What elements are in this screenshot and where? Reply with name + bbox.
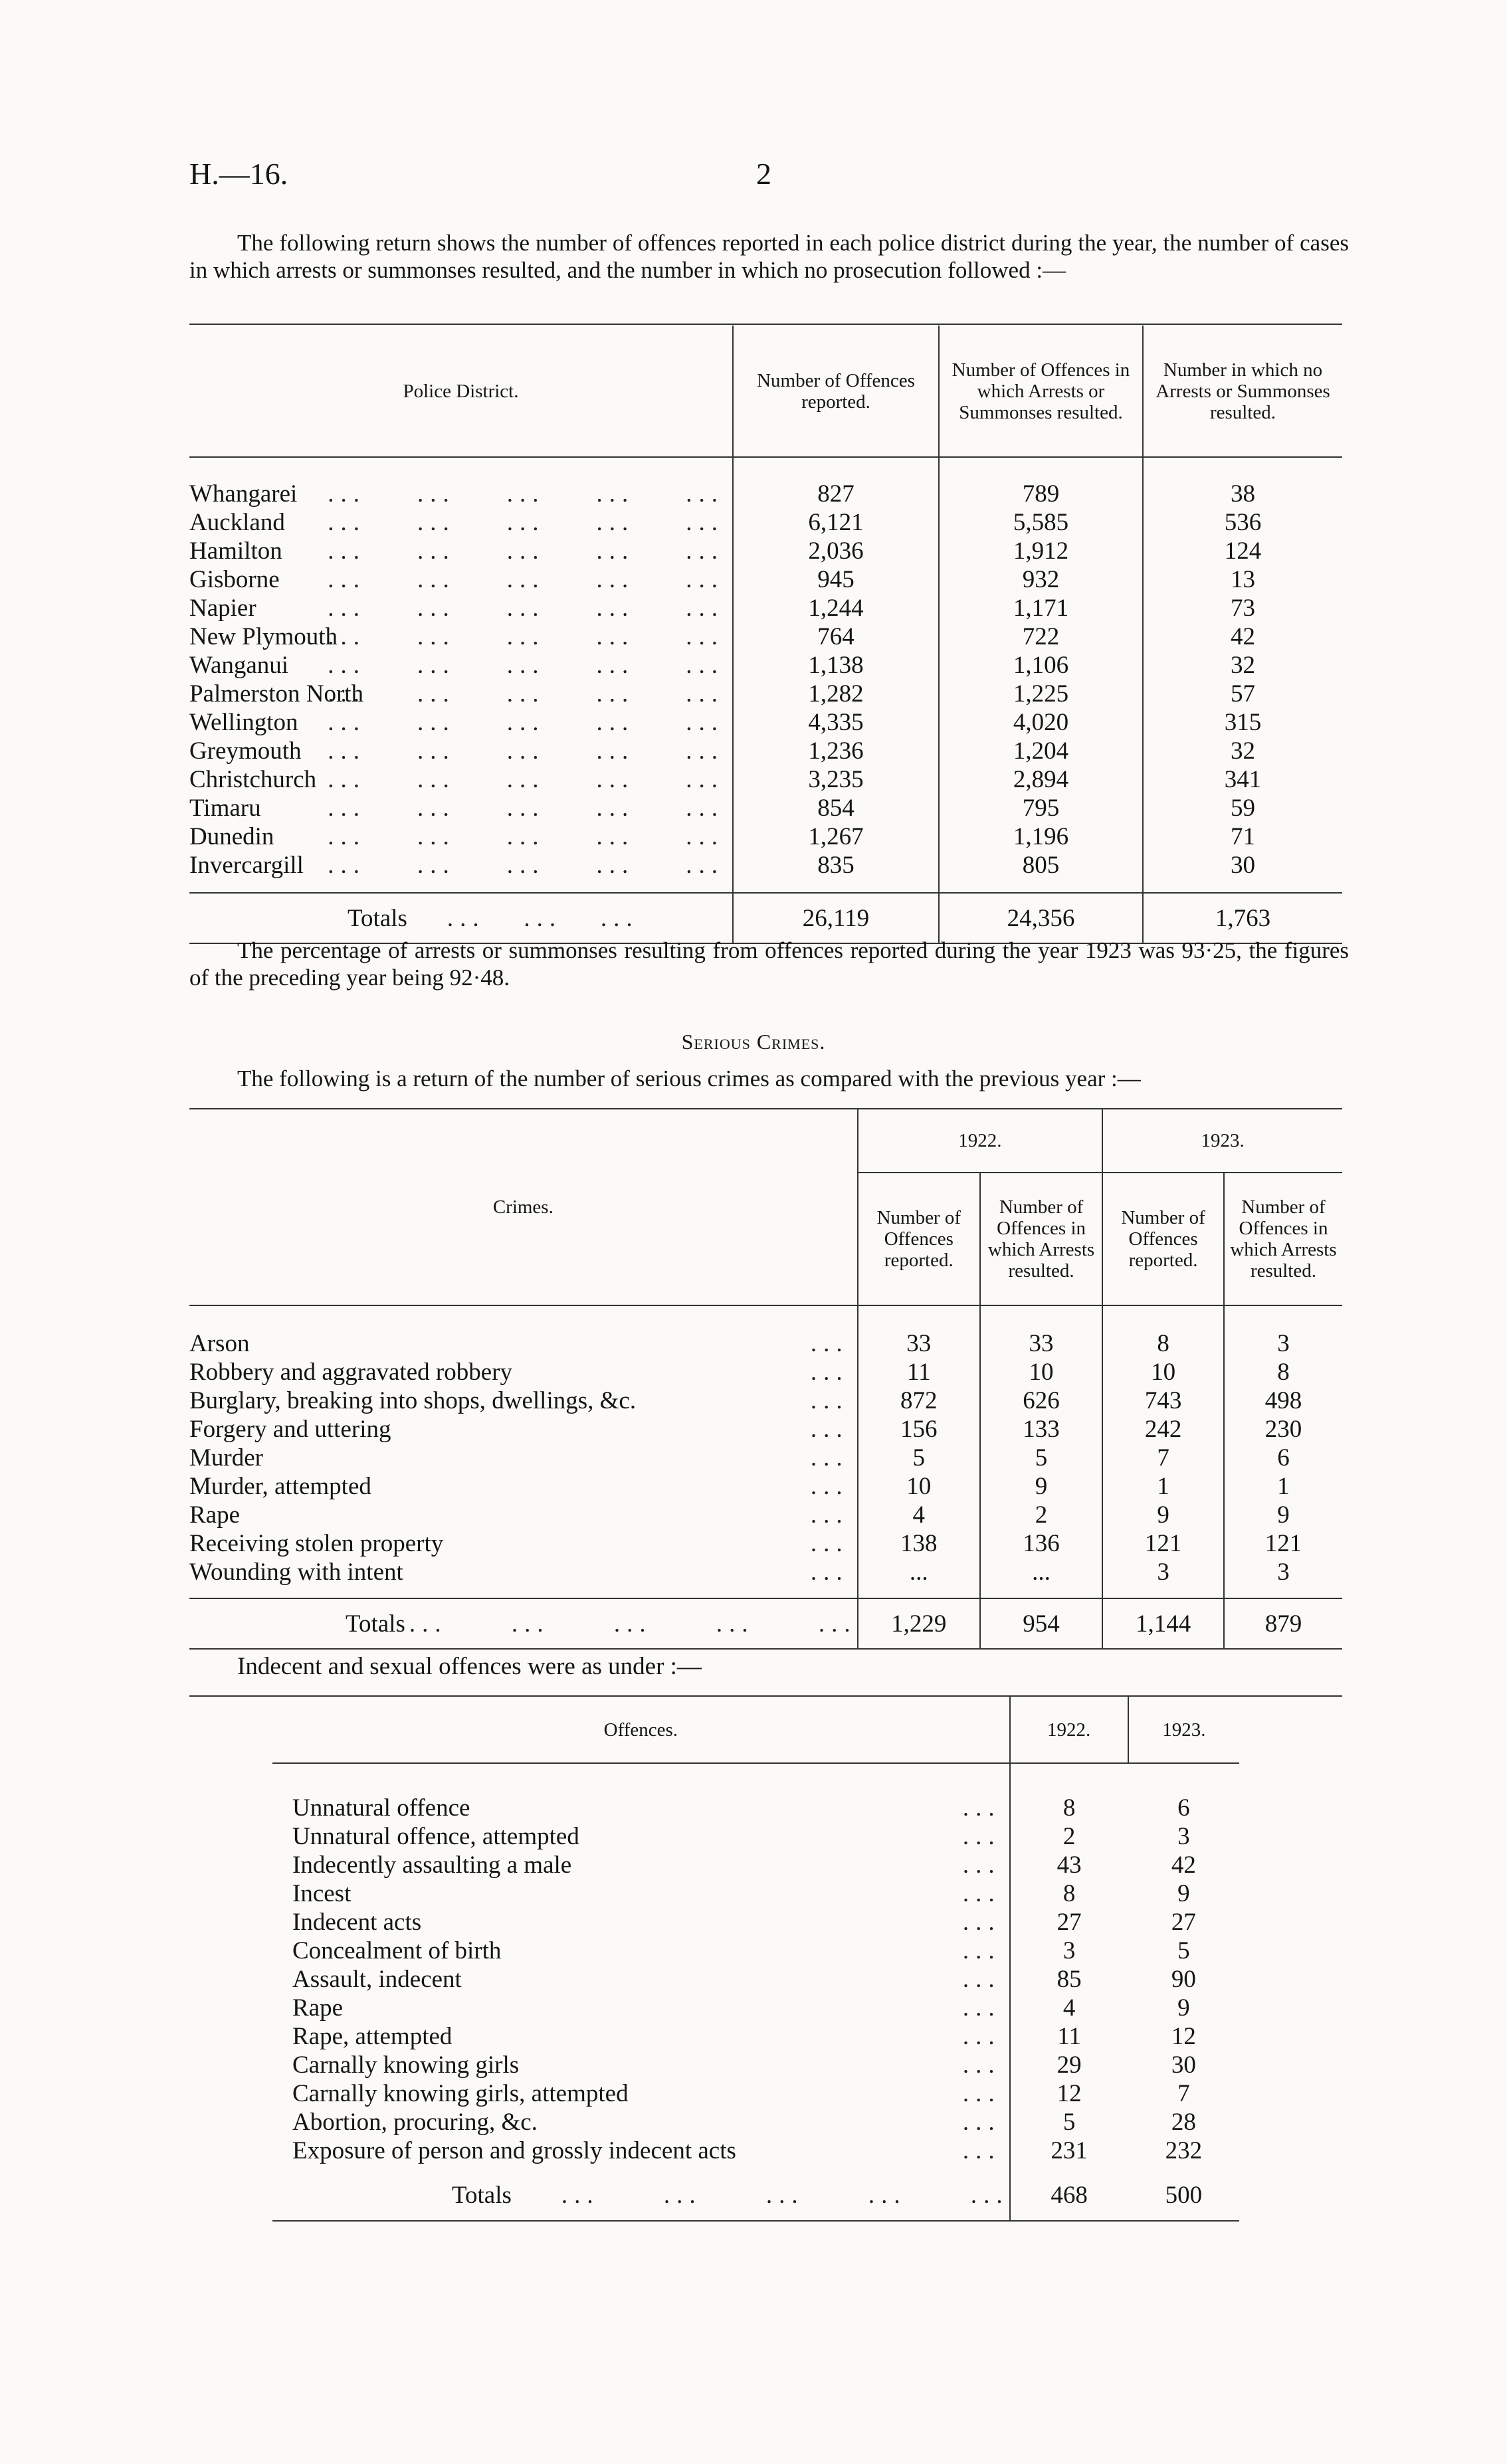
district-row [189, 822, 1342, 851]
arrests-header: Number of Offences in which Arrests or Summonses resulted. [939, 326, 1143, 457]
district-reported: 1,282 [733, 680, 939, 708]
indecent-totals-row [272, 2170, 1239, 2221]
offence-count-1923: 27 [1171, 1909, 1196, 1936]
district-no-arrests: 30 [1143, 851, 1342, 880]
district-reported: 6,121 [733, 508, 939, 537]
offence-count-1923: 30 [1171, 2051, 1196, 2079]
offence-count-1922: 12 [1010, 2079, 1128, 2108]
district-name: Greymouth ... ... ... ... ... [189, 737, 724, 765]
crime-reported-1922: 33 [858, 1329, 980, 1358]
crime-reported-1922: 10 [858, 1472, 980, 1501]
crime-arrests-1923: 8 [1224, 1358, 1342, 1386]
reported-header: Number of Offences reported. [733, 326, 939, 457]
offence-count-1923: 9 [1177, 1880, 1190, 1907]
district-no-arrests: 42 [1143, 622, 1342, 651]
crime-arrests-1923: 9 [1224, 1501, 1342, 1529]
crime-name: Forgery and uttering ... [189, 1416, 849, 1443]
crime-arrests-1923: 230 [1224, 1415, 1342, 1444]
indecent-totals-1922: 468 [1010, 2170, 1128, 2221]
offence-count-1923: 42 [1171, 1851, 1196, 1879]
crime-name: Arson ... [189, 1330, 849, 1357]
totals-reported: 26,119 [733, 893, 939, 943]
district-no-arrests: 57 [1143, 680, 1342, 708]
crime-reported-1922: 5 [858, 1444, 980, 1472]
offence-count-1923: 232 [1165, 2137, 1203, 2164]
crime-row [189, 1501, 1342, 1529]
indecent-1922-header: 1922. [1010, 1697, 1128, 1763]
no-arrests-header: Number in which no Arrests or Summonses resulted. [1143, 326, 1342, 457]
district-row [189, 794, 1342, 822]
crime-arrests-1922: 5 [980, 1444, 1102, 1472]
offence-name: Incest ... [292, 1880, 1001, 1907]
totals-arrests: 24,356 [939, 893, 1143, 943]
offence-count-1922: 8 [1010, 1794, 1128, 1822]
district-no-arrests: 124 [1143, 537, 1342, 565]
district-reported: 854 [733, 794, 939, 822]
crime-reported-1922: 4 [858, 1501, 980, 1529]
district-no-arrests: 32 [1143, 651, 1342, 680]
offence-name: Exposure of person and grossly indecent acts ... [292, 2137, 1001, 2164]
crime-name: Burglary, breaking into shops, dwellings, &c. ... [189, 1387, 849, 1414]
district-arrests: 2,894 [939, 765, 1143, 794]
district-arrests: 1,196 [939, 822, 1143, 851]
crime-row [189, 1358, 1342, 1386]
crime-arrests-1923: 6 [1224, 1444, 1342, 1472]
offence-row [272, 2051, 1239, 2079]
district-arrests: 789 [939, 480, 1143, 508]
district-reported: 945 [733, 565, 939, 594]
crime-name: Murder ... [189, 1444, 849, 1471]
crime-arrests-1923: 3 [1224, 1558, 1342, 1586]
district-reported: 2,036 [733, 537, 939, 565]
offence-row [272, 1794, 1239, 1822]
indecent-offences-table [272, 1697, 1239, 2222]
district-reported: 1,267 [733, 822, 939, 851]
district-arrests: 1,171 [939, 594, 1143, 622]
district-no-arrests: 59 [1143, 794, 1342, 822]
crime-arrests-1923: 3 [1224, 1329, 1342, 1358]
intro-paragraph [189, 229, 1349, 284]
offence-row [272, 1851, 1239, 1879]
arrests-1923-header: Number of Offences in which Arrests resulted. [1224, 1173, 1342, 1305]
district-arrests: 932 [939, 565, 1143, 594]
crime-reported-1923: 9 [1102, 1501, 1224, 1529]
district-arrests: 805 [939, 851, 1143, 880]
district-reported: 835 [733, 851, 939, 880]
district-row [189, 765, 1342, 794]
offence-count-1922: 8 [1010, 1879, 1128, 1908]
crimes-totals-row [189, 1598, 1342, 1649]
district-table-top-rule [189, 324, 1342, 325]
district-reported: 764 [733, 622, 939, 651]
indecent-totals-1923: 500 [1165, 2182, 1203, 2209]
district-reported: 1,236 [733, 737, 939, 765]
offence-row [272, 2022, 1239, 2051]
page-number: 2 [756, 157, 771, 191]
crime-row [189, 1329, 1342, 1358]
district-reported: 827 [733, 480, 939, 508]
crime-reported-1923: 743 [1102, 1386, 1224, 1415]
district-reported: 1,244 [733, 594, 939, 622]
crime-arrests-1922: 9 [980, 1472, 1102, 1501]
offence-count-1922: 3 [1010, 1937, 1128, 1965]
offence-row [272, 1937, 1239, 1965]
district-header: Police District. [403, 380, 519, 402]
crime-arrests-1923: 121 [1224, 1529, 1342, 1558]
crime-name: Wounding with intent ... [189, 1559, 849, 1586]
crime-row [189, 1529, 1342, 1558]
offence-name: Indecent acts ... [292, 1909, 1001, 1936]
percentage-paragraph [189, 937, 1349, 991]
district-name: Timaru ... ... ... ... ... [189, 795, 724, 822]
reported-1922-header: Number of Offences reported. [858, 1173, 980, 1305]
offence-row [272, 2108, 1239, 2136]
offence-name: Carnally knowing girls, attempted ... [292, 2080, 1001, 2107]
indecent-totals-label: Totals ... ... ... ... ... [452, 2182, 1009, 2209]
indecent-1923-header: 1923. [1128, 1697, 1239, 1763]
offence-count-1923: 28 [1171, 2109, 1196, 2136]
district-reported: 4,335 [733, 708, 939, 737]
offence-row [272, 1994, 1239, 2022]
district-row [189, 622, 1342, 651]
district-totals-row [189, 893, 1342, 943]
offence-row [272, 2079, 1239, 2108]
offence-name: Indecently assaulting a male ... [292, 1851, 1001, 1879]
offence-name: Carnally knowing girls ... [292, 2051, 1001, 2079]
offence-count-1922: 11 [1010, 2022, 1128, 2051]
district-arrests: 795 [939, 794, 1143, 822]
district-arrests: 4,020 [939, 708, 1143, 737]
crime-reported-1922: 872 [858, 1386, 980, 1415]
crime-row [189, 1472, 1342, 1501]
arrests-1922-header: Number of Offences in which Arrests resulted. [980, 1173, 1102, 1305]
district-table-body [189, 457, 1342, 893]
district-no-arrests: 536 [1143, 508, 1342, 537]
district-name: Napier ... ... ... ... ... [189, 595, 724, 622]
district-name: New Plymouth ... ... ... ... ... [189, 623, 724, 650]
crime-row [189, 1415, 1342, 1444]
crime-reported-1923: 7 [1102, 1444, 1224, 1472]
district-row [189, 537, 1342, 565]
offence-count-1923: 12 [1171, 2023, 1196, 2050]
offence-count-1922: 85 [1010, 1965, 1128, 1994]
percentage-paragraph-text: The percentage of arrests or summonses resulting from offences reported during the year 1923 was 93·25, the figures of the preceding year being 92·48. [189, 937, 1349, 991]
crime-arrests-1922: 136 [980, 1529, 1102, 1558]
crime-name: Rape ... [189, 1501, 849, 1529]
totals-no-arrests: 1,763 [1143, 893, 1342, 943]
crime-row [189, 1558, 1342, 1586]
crimes-header: Crimes. [492, 1196, 553, 1218]
crime-row [189, 1386, 1342, 1415]
offence-count-1922: 2 [1010, 1822, 1128, 1851]
totals-label: Totals ... ... ... [348, 904, 639, 932]
intro-paragraph-text: The following return shows the number of offences reported in each police district during the year, the number of cases in which arrests or summonses resulted, and the number in which no prosecution followed :— [189, 230, 1349, 283]
district-arrests: 1,204 [939, 737, 1143, 765]
district-name: Christchurch ... ... ... ... ... [189, 766, 724, 793]
district-name: Wellington ... ... ... ... ... [189, 709, 724, 736]
offence-count-1922: 29 [1010, 2051, 1128, 2079]
district-row [189, 594, 1342, 622]
district-row [189, 680, 1342, 708]
district-no-arrests: 38 [1143, 480, 1342, 508]
crime-arrests-1922: ... [980, 1558, 1102, 1586]
district-row [189, 651, 1342, 680]
district-name: Dunedin ... ... ... ... ... [189, 823, 724, 850]
offence-name: Concealment of birth ... [292, 1937, 1001, 1964]
indecent-offences-table-body [272, 1763, 1239, 2170]
offence-count-1922: 4 [1010, 1994, 1128, 2022]
crimes-totals-r1923: 1,144 [1102, 1598, 1224, 1649]
offence-count-1923: 3 [1177, 1823, 1190, 1850]
district-arrests: 1,912 [939, 537, 1143, 565]
offence-name: Assault, indecent ... [292, 1966, 1001, 1993]
district-reported: 3,235 [733, 765, 939, 794]
district-arrests: 5,585 [939, 508, 1143, 537]
year-1922-header: 1922. [858, 1109, 1103, 1173]
district-no-arrests: 32 [1143, 737, 1342, 765]
offence-name: Unnatural offence ... [292, 1794, 1001, 1822]
crime-name: Robbery and aggravated robbery ... [189, 1359, 849, 1386]
crime-arrests-1923: 1 [1224, 1472, 1342, 1501]
district-name: Hamilton ... ... ... ... ... [189, 537, 724, 565]
crime-reported-1923: 121 [1102, 1529, 1224, 1558]
district-row [189, 480, 1342, 508]
offences-header: Offences. [603, 1719, 678, 1741]
crime-name: Murder, attempted ... [189, 1473, 849, 1500]
district-name: Invercargill ... ... ... ... ... [189, 852, 724, 879]
serious-crimes-table-body [189, 1305, 1342, 1598]
crimes-totals-a1922: 954 [980, 1598, 1102, 1649]
indecent-offences-intro: Indecent and sexual offences were as under :— [237, 1653, 702, 1680]
crime-reported-1922: 138 [858, 1529, 980, 1558]
district-row [189, 565, 1342, 594]
district-no-arrests: 341 [1143, 765, 1342, 794]
offence-count-1923: 6 [1177, 1794, 1190, 1822]
offence-count-1922: 231 [1010, 2136, 1128, 2165]
offence-count-1923: 7 [1177, 2080, 1190, 2107]
crime-reported-1922: 156 [858, 1415, 980, 1444]
offence-name: Unnatural offence, attempted ... [292, 1823, 1001, 1850]
crime-arrests-1923: 498 [1224, 1386, 1342, 1415]
crime-row [189, 1444, 1342, 1472]
offence-row [272, 2136, 1239, 2165]
district-arrests: 1,225 [939, 680, 1143, 708]
crime-arrests-1922: 10 [980, 1358, 1102, 1386]
crimes-totals-a1923: 879 [1224, 1598, 1342, 1649]
offence-count-1923: 5 [1177, 1937, 1190, 1964]
district-row [189, 508, 1342, 537]
district-name: Gisborne ... ... ... ... ... [189, 566, 724, 593]
district-table [189, 326, 1342, 944]
year-1923-header: 1923. [1102, 1109, 1342, 1173]
offence-row [272, 1908, 1239, 1937]
crimes-totals-r1922: 1,229 [858, 1598, 980, 1649]
district-no-arrests: 71 [1143, 822, 1342, 851]
crime-reported-1923: 242 [1102, 1415, 1224, 1444]
crime-arrests-1922: 133 [980, 1415, 1102, 1444]
district-no-arrests: 315 [1143, 708, 1342, 737]
district-row [189, 737, 1342, 765]
district-no-arrests: 73 [1143, 594, 1342, 622]
offence-row [272, 1965, 1239, 1994]
district-name: Palmerston North ... ... ... ... ... [189, 680, 724, 708]
offence-row [272, 1822, 1239, 1851]
crime-arrests-1922: 2 [980, 1501, 1102, 1529]
offence-count-1923: 9 [1177, 1994, 1190, 2022]
crimes-totals-label: Totals ... ... ... ... ... [346, 1610, 857, 1638]
serious-crimes-title: Serious Crimes. [681, 1030, 826, 1054]
offence-name: Rape, attempted ... [292, 2023, 1001, 2050]
offence-name: Rape ... [292, 1994, 1001, 2022]
district-row [189, 851, 1342, 880]
district-arrests: 722 [939, 622, 1143, 651]
offence-count-1923: 90 [1171, 1966, 1196, 1993]
district-name: Wanganui ... ... ... ... ... [189, 652, 724, 679]
crime-reported-1923: 8 [1102, 1329, 1224, 1358]
reported-1923-header: Number of Offences reported. [1102, 1173, 1224, 1305]
district-row [189, 708, 1342, 737]
crime-reported-1923: 3 [1102, 1558, 1224, 1586]
offence-count-1922: 43 [1010, 1851, 1128, 1879]
serious-crimes-intro: The following is a return of the number of serious crimes as compared with the previous year :— [237, 1066, 1141, 1091]
report-reference: H.—16. [189, 157, 288, 191]
crime-arrests-1922: 33 [980, 1329, 1102, 1358]
district-reported: 1,138 [733, 651, 939, 680]
crime-reported-1922: ... [858, 1558, 980, 1586]
district-arrests: 1,106 [939, 651, 1143, 680]
crime-arrests-1922: 626 [980, 1386, 1102, 1415]
offence-count-1922: 27 [1010, 1908, 1128, 1937]
crime-reported-1923: 1 [1102, 1472, 1224, 1501]
district-no-arrests: 13 [1143, 565, 1342, 594]
serious-crimes-table [189, 1109, 1342, 1650]
crime-name: Receiving stolen property ... [189, 1530, 849, 1557]
crime-reported-1923: 10 [1102, 1358, 1224, 1386]
offence-count-1922: 5 [1010, 2108, 1128, 2136]
crime-reported-1922: 11 [858, 1358, 980, 1386]
offence-name: Abortion, procuring, &c. ... [292, 2109, 1001, 2136]
offence-row [272, 1879, 1239, 1908]
district-name: Whangarei ... ... ... ... ... [189, 480, 724, 508]
district-name: Auckland ... ... ... ... ... [189, 509, 724, 536]
